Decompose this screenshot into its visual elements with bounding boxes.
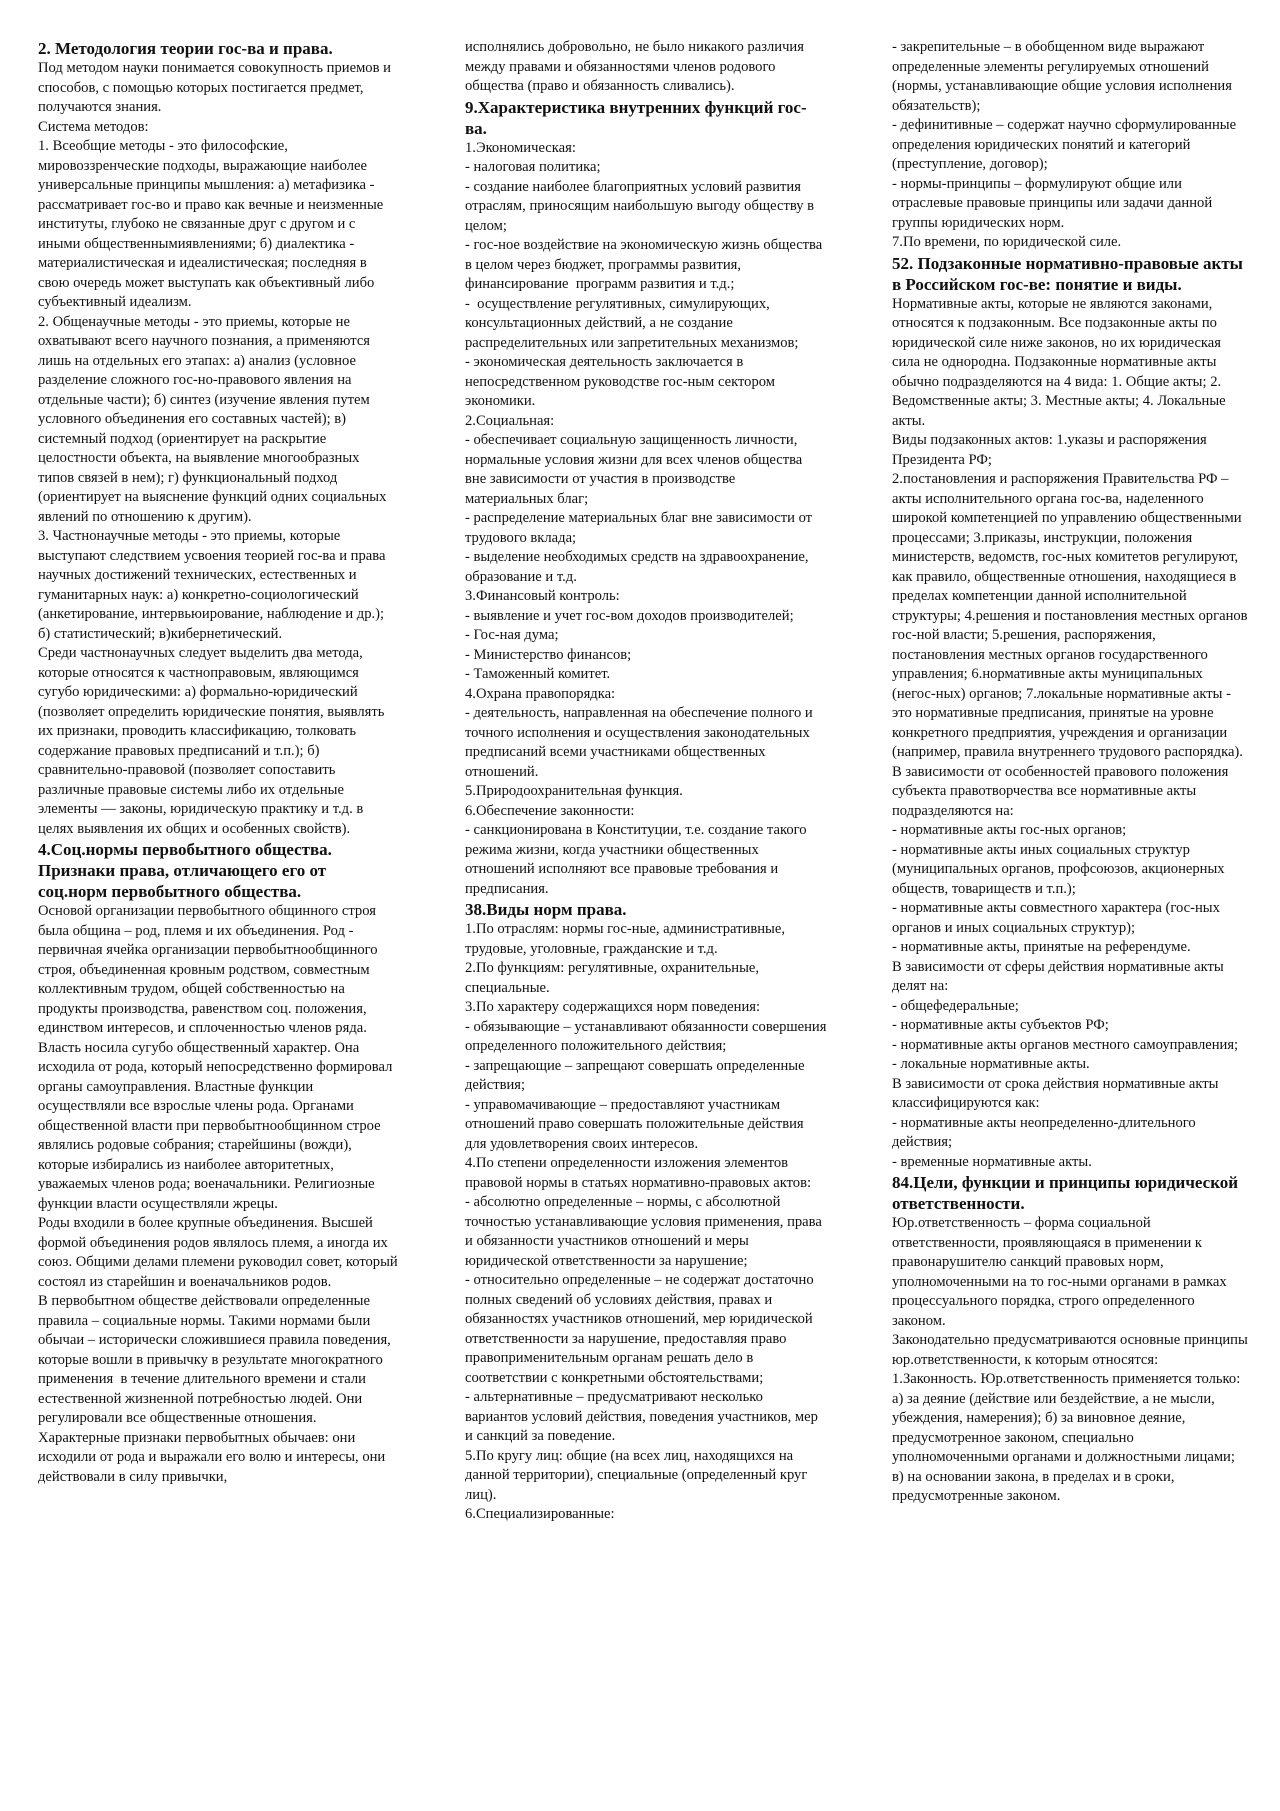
- column-3: [892, 38, 1252, 1507]
- paragraph: 2.По функциям: регулятивные, охранительные, специальные.: [465, 960, 763, 996]
- paragraph: - обязывающие – устанавливают обязанности совершения определенного положительного действия;: [465, 1018, 831, 1054]
- paragraph: 2.Социальная:: [465, 412, 555, 429]
- column-1: [38, 38, 402, 1487]
- paragraph: 1. Всеобщие методы - это философские, мировоззренческие подходы, выражающие наиболее универсальные принципы мышления: а) метафизика - рассматривает гос-во и право как вечные и неизменные институты, глубоко не связанные друг с другом и с иными общественнымиявлениями; б) диалектика - материалистическая и идеалистическая; последняя в свою очередь может выступать как объективный либо субъективный идеализм.: [38, 138, 387, 310]
- paragraph: - осуществление регулятивных, симулирующих, консультационных действий, а не создание распределительных или запретительных механизмов;: [465, 295, 799, 351]
- paragraph: 1.Законность. Юр.ответственность применяется только: а) за деяние (действие или бездействие, а не мысли, убеждения, намерения); б) за виновное деяние, предусмотренное законом, специально уполномоченными органами и должностными лицами; в) на основании закона, в пределах и в сроки, предусмотренные законом.: [892, 1371, 1244, 1504]
- paragraph: 5.Природоохранительная функция.: [465, 783, 683, 799]
- paragraph: - распределение материальных благ вне зависимости от трудового вклада;: [465, 510, 816, 546]
- paragraph: - локальные нормативные акты.: [892, 1056, 1090, 1072]
- paragraph: Юр.ответственность – форма социальной ответственности, проявляющаяся в применении к правонарушителю санкций правовых норм, уполномоченными на то гос-ными органами в рамках процессуального порядка, строго определенного законом.: [892, 1215, 1231, 1329]
- paragraph: - нормативные акты субъектов РФ;: [892, 1017, 1109, 1033]
- paragraph: - управомачивающие – предоставляют участникам отношений право совершать положительные действия для удовлетворения своих интересов.: [465, 1096, 808, 1152]
- paragraph: Основой организации первобытного общинного строя была община – род, племя и их объединения. Род - первичная ячейка организации первобытнообщинного строя, объединенная кровным родством, совместным коллективным трудом, общей собственностью на продукты производства, равенством соц. положения, единством интересов, и сплоченностью членов ряда.: [38, 903, 382, 1036]
- column-2: [465, 38, 831, 1525]
- section-heading: 4.Соц.нормы первобытного общества. Признаки права, отличающего его от соц.норм первобытного общества.: [38, 840, 332, 901]
- paragraph: - деятельность, направленная на обеспечение полного и точного исполнения и осуществления законодательных предписаний всеми участниками общественных отношений.: [465, 705, 817, 780]
- section-heading: 2. Методология теории гос-ва и права.: [38, 39, 333, 58]
- paragraph: 7.По времени, по юридической силе.: [892, 234, 1122, 250]
- paragraph: В зависимости от срока действия нормативные акты классифицируются как:: [892, 1075, 1223, 1111]
- paragraph: 5.По кругу лиц: общие (на всех лиц, находящихся на данной территории), специальные (определенный круг лиц).: [465, 1447, 811, 1503]
- paragraph: 3.Финансовый контроль:: [465, 588, 620, 604]
- paragraph: исполнялись добровольно, не было никакого различия между правами и обязанностями членов родового общества (право и обязанность сливались).: [465, 39, 808, 94]
- paragraph: 2.постановления и распоряжения Правительства РФ – акты исполнительного органа гос-ва, наделенного широкой компетенцией по управлению общественными процессами; 3.приказы, инструкции, положения министерств, ведомств, гос-ных комитетов регулируют, как правило, общественные отношения, находящиеся в пределах компетенции данной исполнительной структуры; 4.решения и постановления местных органов гос-ной власти; 5.решения, распоряжения, постановления местных органов государственного управления; 6.нормативные акты муниципальных (негос-ных) органов; 7.локальные нормативные акты - это нормативные предписания, принятые на уровне конкретного предприятия, учреждения и организации (например, правила внутреннего трудового распорядка).: [892, 471, 1252, 760]
- paragraph: 3. Частнонаучные методы - это приемы, которые выступают следствием усвоения теорией гос-ва и права научных достижений технических, естественных и гуманитарных наук: а) конкретно-социологический (анкетирование, интервьюирование, наблюдение и др.); б) статистический; в)кибернетический.: [38, 528, 390, 642]
- paragraph: Виды подзаконных актов: 1.указы и распоряжения Президента РФ;: [892, 432, 1211, 468]
- paragraph: - общефедеральные;: [892, 997, 1019, 1014]
- paragraph: В зависимости от сферы действия нормативные акты делят на:: [892, 958, 1228, 994]
- paragraph: Нормативные акты, которые не являются законами, относятся к подзаконным. Все подзаконные акты по юридической силе ниже законов, но их юридическая сила не однородна. Подзаконные нормативные акты обычно подразделяются на 4 вида: 1. Общие акты; 2. Ведомственные акты; 3. Местные акты; 4. Локальные акты.: [892, 295, 1230, 429]
- paragraph: - нормативные акты иных социальных структур (муниципальных органов, профсоюзов, акционерных обществ, товариществ и т.п.);: [892, 841, 1229, 897]
- paragraph: - санкционирована в Конституции, т.е. создание такого режима жизни, когда участники общественных отношений исполняют все правовые требования и предписания.: [465, 822, 811, 897]
- paragraph: - гос-ное воздействие на экономическую жизнь общества в целом через бюджет, программы развития, финансирование программ развития и т.д.;: [465, 237, 826, 292]
- paragraph: - выявление и учет гос-вом доходов производителей;: [465, 607, 794, 624]
- paragraph: 1.Экономическая:: [465, 139, 576, 156]
- paragraph: 4.По степени определенности изложения элементов правовой нормы в статьях нормативно-правовых актов:: [465, 1155, 812, 1191]
- paragraph: Среди частнонаучных следует выделить два метода, которые относятся к частноправовым, являющимся сугубо юридическими: а) формально-юридический (позволяет определить юридические понятия, выявлять их признаки, проводить классификацию, толковать содержание правовых предписаний и т.п.); б) сравнительно-правовой (позволяет сопоставить различные правовые системы либо их отдельные элементы — законы, юридическую практику и т.д. в целях выявления их общих и особенных свойств).: [38, 645, 389, 837]
- paragraph: - нормативные акты неопределенно-длительного действия;: [892, 1114, 1200, 1150]
- paragraph: - закрепительные – в обобщенном виде выражают определенные элементы регулируемых отношений (нормы, устанавливающие общие условия исполнения обязательств);: [892, 39, 1236, 114]
- paragraph: - нормы-принципы – формулируют общие или отраслевые правовые принципы или задачи данной группы юридических норм.: [892, 175, 1216, 231]
- paragraph: - нормативные акты органов местного самоуправления;: [892, 1036, 1239, 1053]
- paragraph: Система методов:: [38, 118, 149, 135]
- paragraph: 1.По отраслям: нормы гос-ные, административные, трудовые, уголовные, гражданские и т.д.: [465, 921, 789, 957]
- paragraph: Власть носила сугубо общественный характер. Она исходила от рода, который непосредственно формировал органы самоуправления. Властные функции осуществляли все взрослые члены рода. Органами общественной власти при первобытнообщинном строе являлись родовые собрания; старейшины (вожди), которые избирались из наиболее авторитетных, уважаемых членов рода; военачальники. Религиозные функции власти осуществляли жрецы.: [38, 1039, 397, 1212]
- paragraph: Характерные признаки первобытных обычаев: они исходили от рода и выражали его волю и интересы, они действовали в силу привычки,: [38, 1429, 389, 1485]
- paragraph: - нормативные акты гос-ных органов;: [892, 822, 1127, 838]
- paragraph: 6.Обеспечение законности:: [465, 802, 635, 819]
- paragraph: - Таможенный комитет.: [465, 666, 611, 682]
- section-heading: 9.Характеристика внутренних функций гос-ва.: [465, 97, 807, 138]
- paragraph: - временные нормативные акты.: [892, 1153, 1092, 1170]
- section-heading: 52. Подзаконные нормативно-правовые акты в Российском гос-ве: понятие и виды.: [892, 253, 1243, 294]
- paragraph: - экономическая деятельность заключается в непосредственном руководстве гос-ным сектором экономики.: [465, 354, 779, 409]
- paragraph: - нормативные акты совместного характера (гос-ных органов и иных социальных структур);: [892, 900, 1224, 936]
- paragraph: - дефинитивные – содержат научно сформулированные определения юридических понятий и категорий (преступление, договор);: [892, 117, 1240, 172]
- paragraph: - относительно определенные – не содержат достаточно полных сведений об условиях действия, правах и обязанностях участников отношений, мер юридической ответственности за нарушение, предоставляя право правоприменительным органам решать дело в соответствии с конкретными обстоятельствами;: [465, 1272, 818, 1386]
- paragraph: - запрещающие – запрещают совершать определенные действия;: [465, 1057, 809, 1093]
- paragraph: В зависимости от особенностей правового положения субъекта правотворчества все нормативные акты подразделяются на:: [892, 763, 1232, 819]
- paragraph: - выделение необходимых средств на здравоохранение, образование и т.д.: [465, 549, 813, 585]
- paragraph: В первобытном обществе действовали определенные правила – социальные нормы. Такими нормами были обычаи – исторически сложившиеся правила поведения, которые вошли в привычку в результате многократного применения в течение длительного времени и стали естественной жизненной потребностью людей. Они регулировали все общественные отношения.: [38, 1293, 395, 1426]
- paragraph: - Министерство финансов;: [465, 646, 632, 663]
- section-heading: 38.Виды норм права.: [465, 900, 627, 919]
- paragraph: 3.По характеру содержащихся норм поведения:: [465, 999, 761, 1015]
- paragraph: 4.Охрана правопорядка:: [465, 685, 616, 702]
- paragraph: - абсолютно определенные – нормы, с абсолютной точностью устанавливающие условия применения, права и обязанности участников отношений и меры юридической ответственности за нарушение;: [465, 1194, 826, 1269]
- paragraph: - налоговая политика;: [465, 159, 601, 175]
- paragraph: 2. Общенаучные методы - это приемы, которые не охватывают всего научного познания, а применяются лишь на отдельных его этапах: а) анализ (условное разделение сложного гос-но-правового явления на отдельные части); б) синтез (изучение явления путем условного объединения его составных частей); в) системный подход (ориентирует на раскрытие целостности объекта, на выявление многообразных типов связей в нем); г) функциональный подход (ориентирует на выяснение функций одних социальных явлений по отношению к другим).: [38, 313, 391, 525]
- paragraph: 6.Специализированные:: [465, 1506, 615, 1522]
- paragraph: - нормативные акты, принятые на референдуме.: [892, 939, 1191, 955]
- paragraph: - Гос-ная дума;: [465, 627, 559, 643]
- paragraph: Роды входили в более крупные объединения. Высшей формой объединения родов являлось племя, а иногда их союз. Общими делами племени руководил совет, который состоял из старейшин и военачальников родов.: [38, 1215, 402, 1290]
- paragraph: - альтернативные – предусматривают несколько вариантов условий действия, поведения участников, мер и санкций за поведение.: [465, 1389, 822, 1444]
- section-heading: 84.Цели, функции и принципы юридической ответственности.: [892, 1173, 1239, 1213]
- paragraph: Законодательно предусматриваются основные принципы юр.ответственности, к которым относятся:: [892, 1332, 1252, 1368]
- paragraph: - создание наиболее благоприятных условий развития отраслям, приносящим наибольшую выгоду обществу в целом;: [465, 178, 818, 234]
- paragraph: - обеспечивает социальную защищенность личности, нормальные условия жизни для всех членов общества вне зависимости от участия в производстве материальных благ;: [465, 432, 806, 507]
- paragraph: Под методом науки понимается совокупность приемов и способов, с помощью которых постигается предмет, получаются знания.: [38, 60, 395, 115]
